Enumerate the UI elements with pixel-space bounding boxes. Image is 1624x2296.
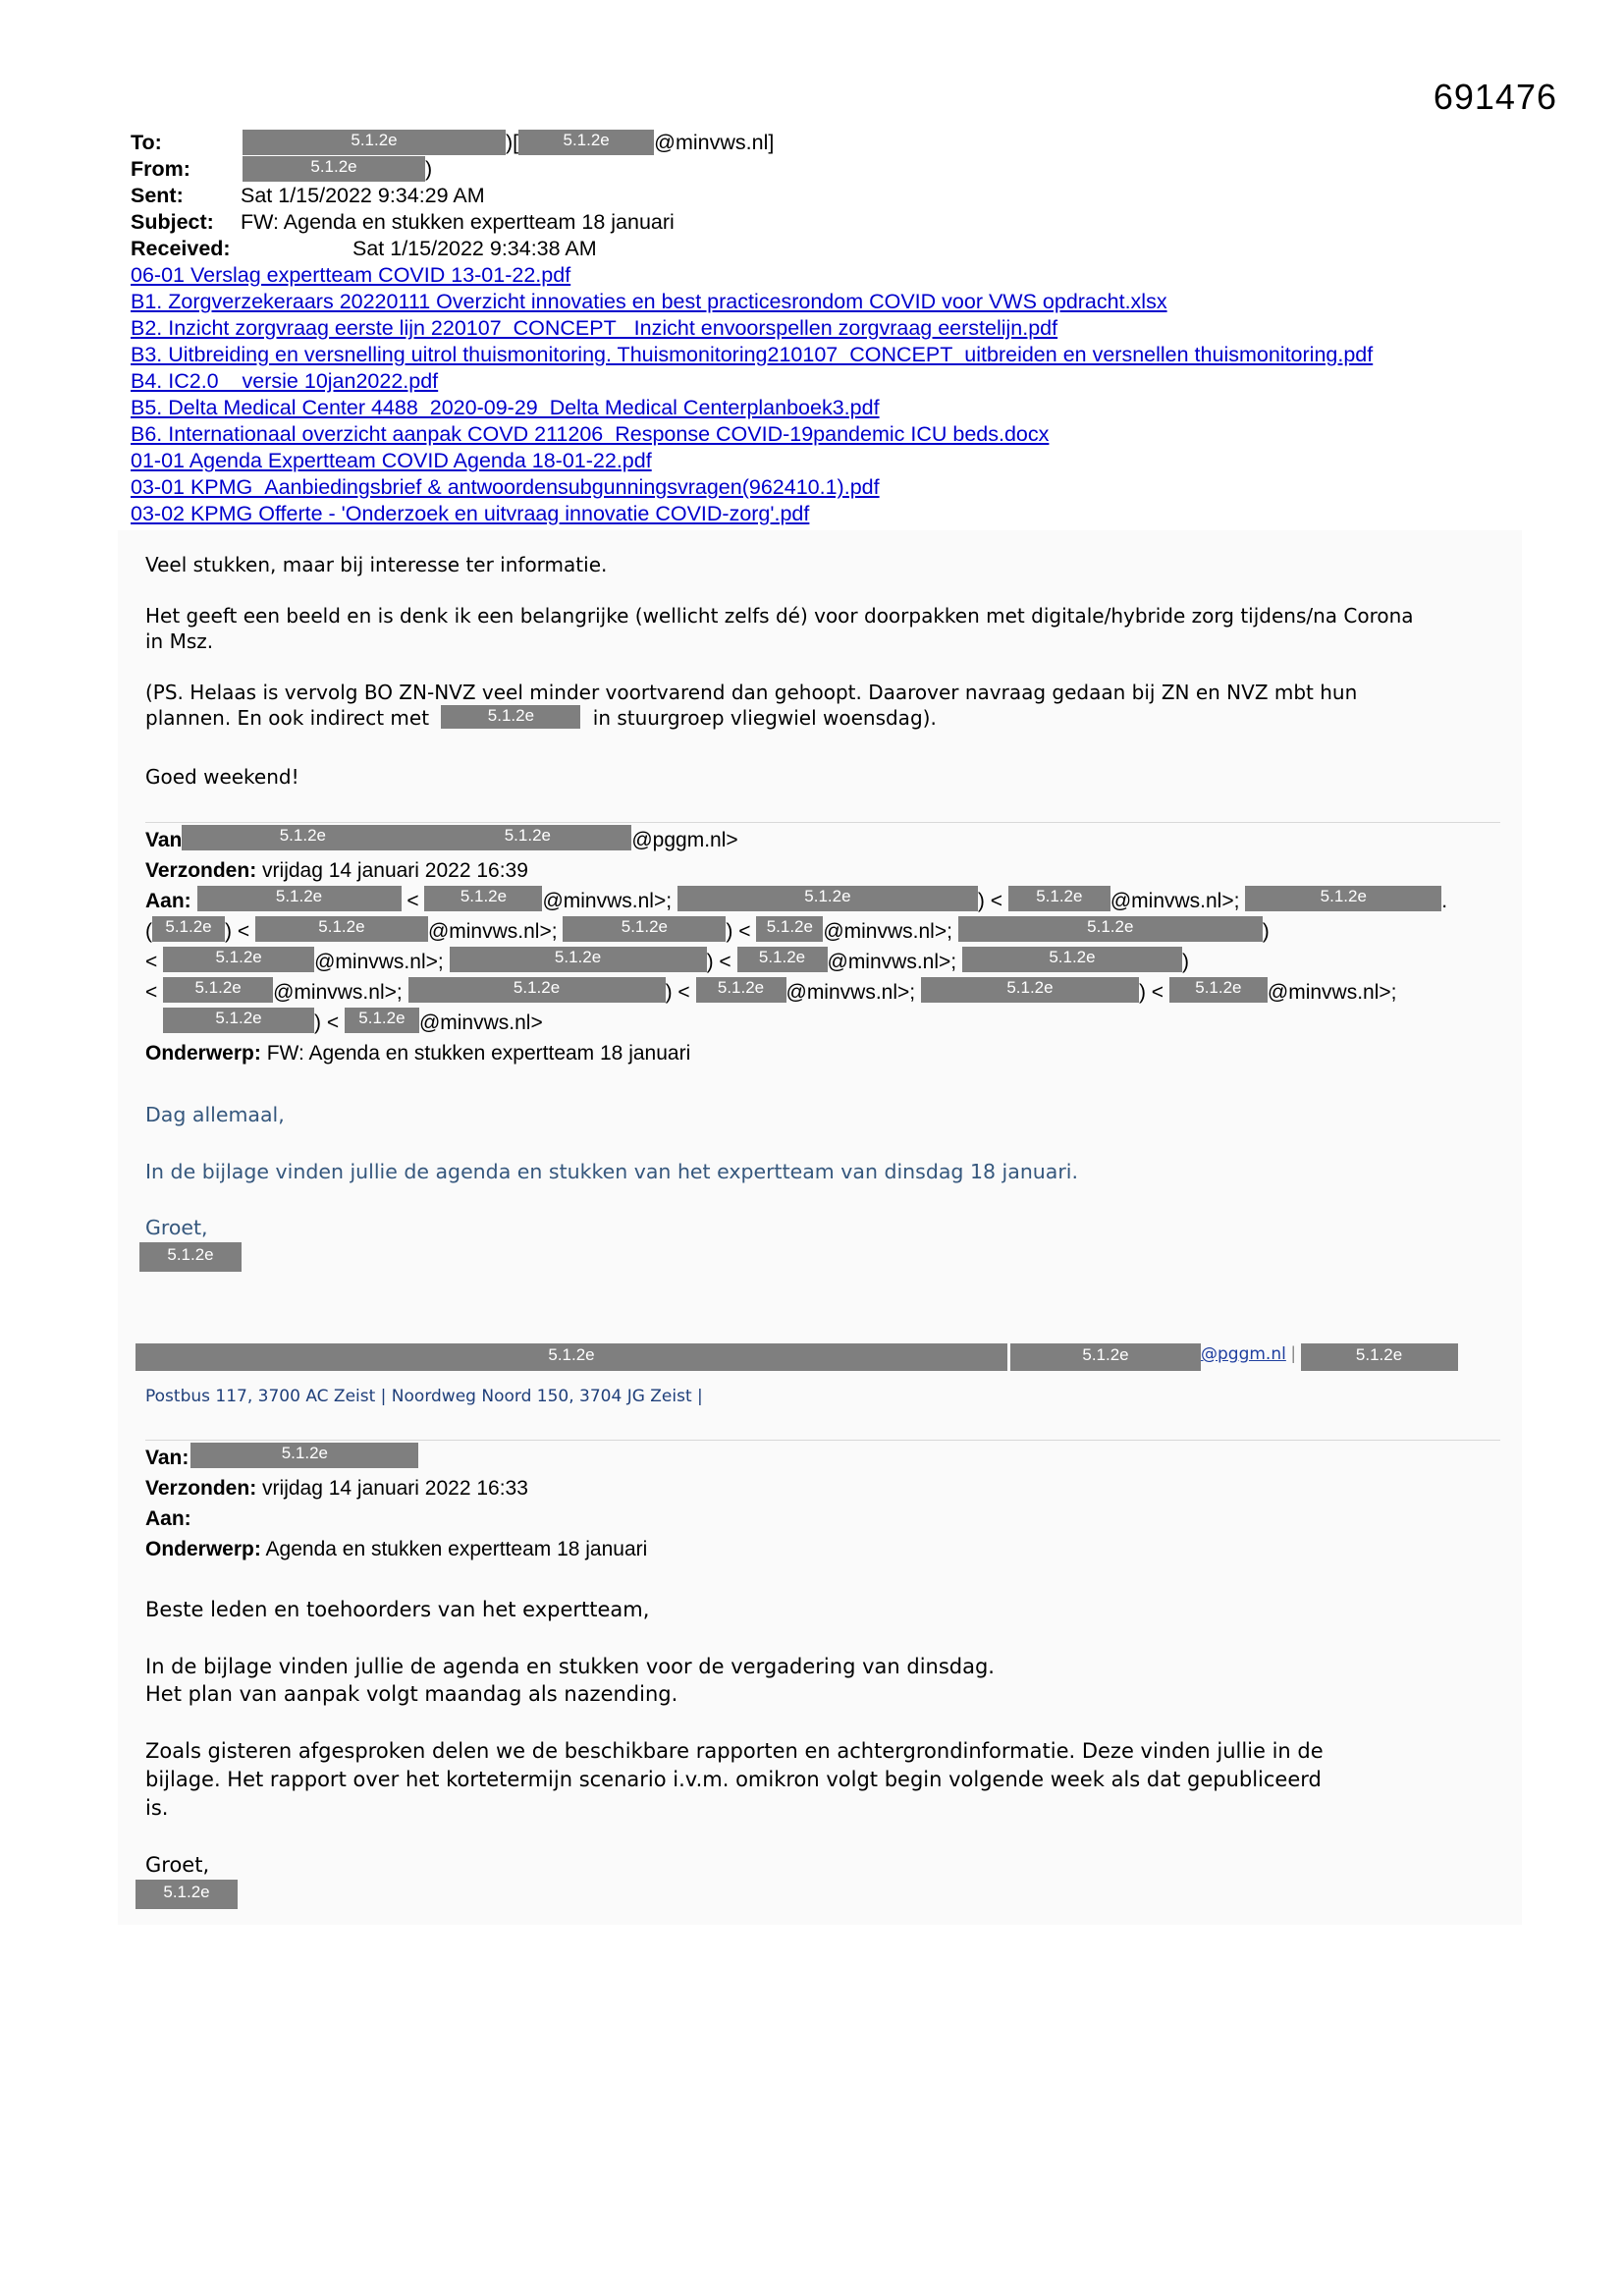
message-paragraph: Veel stukken, maar bij interesse ter informatie.	[145, 553, 608, 576]
signature-address: Postbus 117, 3700 AC Zeist | Noordweg Noord 150, 3704 JG Zeist |	[145, 1387, 703, 1406]
subject-label: Subject:	[131, 210, 214, 234]
redaction: 5.1.2e	[243, 130, 506, 155]
sent-label: Sent:	[131, 184, 184, 207]
redaction: 5.1.2e	[1010, 1343, 1201, 1371]
onderwerp-value: FW: Agenda en stukken expertteam 18 januari	[266, 1042, 691, 1065]
email-domain: @minvws.nl>;	[427, 920, 558, 943]
onderwerp-value: Agenda en stukken expertteam 18 januari	[265, 1538, 648, 1560]
redaction: 5.1.2e	[139, 1242, 242, 1272]
forward-aan-row-1: Aan: 5.1.2e < 5.1.2e @minvws.nl>; 5.1.2e ) < 5.1.2e @minvws.nl>; 5.1.2e .	[145, 887, 1448, 912]
sent-row	[131, 183, 1544, 209]
redaction: 5.1.2e	[1169, 977, 1268, 1003]
redaction: 5.1.2e	[1245, 886, 1441, 911]
forward-greeting: Dag allemaal,	[145, 1103, 285, 1126]
van-domain: @pggm.nl>	[631, 829, 738, 851]
received-label: Received:	[131, 237, 231, 260]
message-paragraph: Het geeft een beeld en is denk ik een belangrijke (wellicht zelfs dé) voor doorpakken met digitale/hybride zorg tijdens/na Corona	[145, 604, 1414, 628]
to-row	[131, 130, 1544, 156]
aan-label: Aan:	[145, 890, 191, 912]
redaction: 5.1.2e	[958, 916, 1263, 942]
to-label: To:	[131, 131, 162, 154]
redaction: 5.1.2e	[152, 916, 225, 942]
email-domain: @minvws.nl>;	[1110, 890, 1240, 912]
van-label: Van	[145, 829, 183, 851]
redaction: 5.1.2e	[1008, 886, 1110, 911]
attachment-link[interactable]: B1. Zorgverzekeraars 20220111 Overzicht innovaties en best practicesrondom COVID voor VWS opdracht.xlsx	[131, 290, 1167, 313]
aan-label: Aan:	[145, 1507, 191, 1530]
verzonden-value: vrijdag 14 januari 2022 16:39	[262, 859, 528, 882]
attachment-link[interactable]: 06-01 Verslag expertteam COVID 13-01-22.pdf	[131, 263, 571, 287]
forward-aan-row-2: ( 5.1.2e ) < 5.1.2e @minvws.nl>; 5.1.2e ) < 5.1.2e @minvws.nl>; 5.1.2e )	[145, 917, 1270, 943]
signature-email-link[interactable]: @pggm.nl	[1201, 1344, 1286, 1364]
forward2-closing: Groet,	[145, 1853, 210, 1877]
email-domain: @minvws.nl>;	[1267, 981, 1397, 1004]
redaction: 5.1.2e	[163, 1008, 314, 1033]
attachment-link[interactable]: B4. IC2.0 _ versie 10jan2022.pdf	[131, 369, 439, 393]
redaction: 5.1.2e	[563, 916, 726, 942]
signature-name	[139, 1242, 242, 1272]
onderwerp-label: Onderwerp:	[145, 1538, 261, 1560]
verzonden-value: vrijdag 14 januari 2022 16:33	[262, 1477, 528, 1500]
message-paragraph-with-redaction	[145, 705, 1500, 731]
redaction: 5.1.2e	[197, 886, 402, 911]
forward-aan-row-3: < 5.1.2e @minvws.nl>; 5.1.2e ) < 5.1.2e @minvws.nl>; 5.1.2e )	[145, 948, 1189, 973]
forward2-greeting: Beste leden en toehoorders van het expertteam,	[145, 1598, 650, 1621]
forward2-aan-row	[145, 1503, 1520, 1534]
email-header	[131, 130, 1544, 527]
forward-verzonden-row	[145, 855, 1520, 886]
message-paragraph: Goed weekend!	[145, 765, 299, 789]
sent-value: Sat 1/15/2022 9:34:29 AM	[241, 184, 485, 207]
redaction: 5.1.2e	[423, 825, 631, 850]
attachment-link[interactable]: B6. Internationaal overzicht aanpak COVD 211206_Response COVID-19pandemic ICU beds.docx	[131, 422, 1050, 446]
redaction: 5.1.2e	[190, 1443, 418, 1468]
forward2-paragraph: Het plan van aanpak volgt maandag als nazending.	[145, 1682, 678, 1706]
redaction: 5.1.2e	[1301, 1343, 1458, 1371]
redaction: 5.1.2e	[737, 947, 828, 972]
text-fragment: plannen. En ook indirect met	[145, 706, 430, 730]
text-fragment: in stuurgroep vliegwiel woensdag).	[592, 706, 937, 730]
forward-closing: Groet,	[145, 1216, 208, 1239]
attachment-link[interactable]: B2. Inzicht zorgvraag eerste lijn 220107_CONCEPT_ Inzicht envoorspellen zorgvraag eerstelijn.pdf	[131, 316, 1058, 340]
forward-aan-row-4: < 5.1.2e @minvws.nl>; 5.1.2e ) < 5.1.2e @minvws.nl>; 5.1.2e ) < 5.1.2e @minvws.nl>;	[145, 978, 1397, 1004]
forward2-paragraph: bijlage. Het rapport over het kortetermijn scenario i.v.m. omikron volgt begin volgende week als dat gepubliceerd	[145, 1768, 1322, 1791]
redaction: 5.1.2e	[921, 977, 1139, 1003]
redaction: 5.1.2e	[962, 947, 1182, 972]
attachment-link[interactable]: B3. Uitbreiding en versnelling uitrol thuismonitoring. Thuismonitoring210107_CONCEPT_uitbreiden en versnellen thuismonitoring.pdf	[131, 343, 1374, 366]
to-domain: @minvws.nl]	[654, 131, 775, 154]
redaction: 5.1.2e	[163, 947, 314, 972]
subject-value: FW: Agenda en stukken expertteam 18 januari	[241, 210, 675, 234]
forward2-paragraph: is.	[145, 1796, 169, 1820]
received-value: Sat 1/15/2022 9:34:38 AM	[352, 237, 597, 260]
email-domain: @minvws.nl>;	[273, 981, 403, 1004]
separator	[145, 1440, 1500, 1441]
van-label: Van:	[145, 1447, 189, 1469]
from-label: From:	[131, 157, 190, 181]
email-domain: @minvws.nl>;	[314, 951, 444, 973]
bracket-text: )	[425, 157, 433, 181]
redaction: 5.1.2e	[408, 977, 666, 1003]
verzonden-label: Verzonden:	[145, 859, 257, 882]
redaction: 5.1.2e	[696, 977, 786, 1003]
email-domain: @minvws.nl>;	[785, 981, 916, 1004]
redaction: 5.1.2e	[424, 886, 542, 911]
message-paragraph: (PS. Helaas is vervolg BO ZN-NVZ veel minder voortvarend dan gehoopt. Daarover navraag gedaan bij ZN en NVZ mbt hun	[145, 681, 1358, 704]
received-row	[131, 236, 1544, 262]
document-id: 691476	[1433, 77, 1557, 117]
from-row	[131, 156, 1544, 183]
bracket-text: )[	[506, 131, 519, 154]
forward-body: In de bijlage vinden jullie de agenda en stukken van het expertteam van dinsdag 18 januari.	[145, 1160, 1079, 1183]
forward2-paragraph: In de bijlage vinden jullie de agenda en stukken voor de vergadering van dinsdag.	[145, 1655, 995, 1678]
signature-name	[135, 1880, 238, 1909]
forward-onderwerp-row	[145, 1038, 1520, 1068]
email-domain: @minvws.nl>;	[542, 890, 673, 912]
forward2-van-row	[145, 1443, 1520, 1473]
forward-van-row	[145, 825, 1520, 855]
email-domain: @minvws.nl>;	[823, 920, 952, 943]
separator	[145, 822, 1500, 823]
redaction: 5.1.2e	[518, 130, 654, 155]
onderwerp-label: Onderwerp:	[145, 1042, 261, 1065]
email-domain: @minvws.nl>;	[827, 951, 957, 973]
signature-contact-row: 5.1.2e 5.1.2e @pggm.nl | 5.1.2e	[135, 1343, 1458, 1371]
forward2-verzonden-row	[145, 1473, 1520, 1503]
forward2-onderwerp-row	[145, 1534, 1520, 1564]
redaction: 5.1.2e	[135, 1343, 1007, 1371]
attachment-link[interactable]: 01-01 Agenda Expertteam COVID Agenda 18-01-22.pdf	[131, 449, 652, 472]
forward-aan-row-5: 5.1.2e ) < 5.1.2e @minvws.nl>	[145, 1008, 1520, 1038]
email-domain: @minvws.nl>	[418, 1011, 543, 1034]
verzonden-label: Verzonden:	[145, 1477, 257, 1500]
redaction: 5.1.2e	[182, 825, 423, 850]
redaction: 5.1.2e	[163, 977, 273, 1003]
redaction: 5.1.2e	[756, 916, 823, 942]
attachment-list	[131, 262, 1544, 527]
message-paragraph: in Msz.	[145, 629, 214, 653]
redaction: 5.1.2e	[255, 916, 428, 942]
attachment-link[interactable]: 03-01 KPMG_Aanbiedingsbrief & antwoordensubgunningsvragen(962410.1).pdf	[131, 475, 880, 499]
redaction: 5.1.2e	[243, 156, 425, 182]
redaction: 5.1.2e	[135, 1880, 238, 1909]
redaction: 5.1.2e	[450, 947, 707, 972]
redaction: 5.1.2e	[441, 705, 580, 729]
attachment-link[interactable]: 03-02 KPMG Offerte - 'Onderzoek en uitvraag innovatie COVID-zorg'.pdf	[131, 502, 810, 525]
redaction: 5.1.2e	[677, 886, 978, 911]
redaction: 5.1.2e	[345, 1008, 419, 1033]
attachment-link[interactable]: B5. Delta Medical Center 4488_2020-09-29_Delta Medical Centerplanboek3.pdf	[131, 396, 880, 419]
subject-row	[131, 209, 1544, 236]
forward2-paragraph: Zoals gisteren afgesproken delen we de beschikbare rapporten en achtergrondinformatie. Deze vinden jullie in de	[145, 1739, 1324, 1763]
